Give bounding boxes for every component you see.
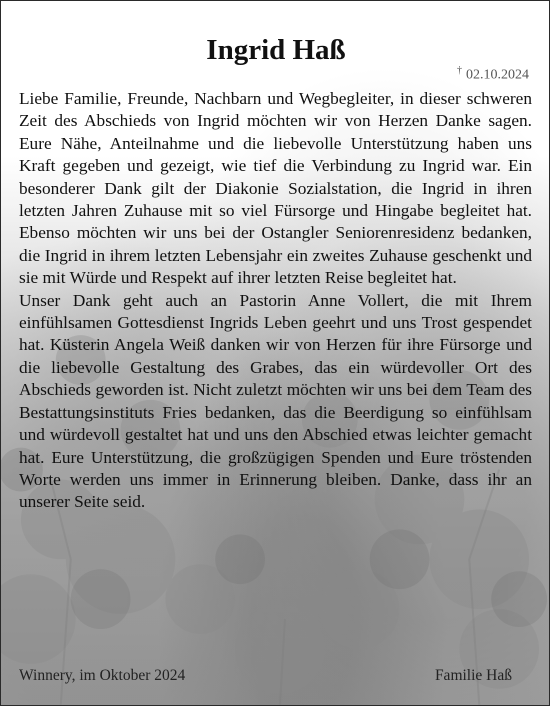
death-date-line: [457, 65, 529, 84]
deceased-name: Ingrid Haß: [206, 34, 346, 66]
family-signature: Familie Haß: [434, 667, 512, 684]
paragraph-2: Unser Dank geht auch an Pastorin Anne Vollert, die mit Ihrem einfühlsamen Gottesdienst Ingrids Leben geehrt und uns Trost gespendet hat. Küsterin Angela Weiß danken wir von Herzen für ihre Fürsorge und die liebevolle Gestaltung des Grabes, das ein würdevoller Ort des Abschieds geworden ist. Nicht zuletzt möchten wir uns bei dem Team des Bestattungsinstituts Fries bedanken, das die Beerdigung so einfühlsam und würdevoll gestaltet hat und uns den Abschied etwas leichter gemacht hat. Eure Unterstützung, die großzügigen Spenden und Eure tröstenden Worte werden uns immer in Erinnerung bleiben. Danke, dass ihr an unserer Seite seid.: [19, 290, 532, 512]
paragraph-1: Liebe Familie, Freunde, Nachbarn und Wegbegleiter, in dieser schweren Zeit des Abschieds von Ingrid möchten wir von Herzen Danke sagen. Eure Nähe, Anteilnahme und die liebevolle Unterstützung haben uns Kraft gegeben und gezeigt, wie tief die Verbindung zu Ingrid war. Ein besonderer Dank gilt der Diakonie Sozialstation, die Ingrid in ihren letzten Jahren Zuhause mit so viel Fürsorge und Hingabe begleitet hat. Ebenso möchten wir uns bei der Ostangler Seniorenresidenz bedanken, die Ingrid in ihrem letzten Lebensjahr ein zweites Zuhause geschenkt und sie mit Würde und Respekt auf ihrer letzten Reise begleitet hat.: [19, 89, 532, 288]
death-date: 02.10.2024: [466, 67, 529, 83]
thank-you-text: [19, 88, 532, 514]
cross-icon: †: [457, 65, 462, 76]
place-and-date: Winnery, im Oktober 2024: [19, 667, 186, 684]
